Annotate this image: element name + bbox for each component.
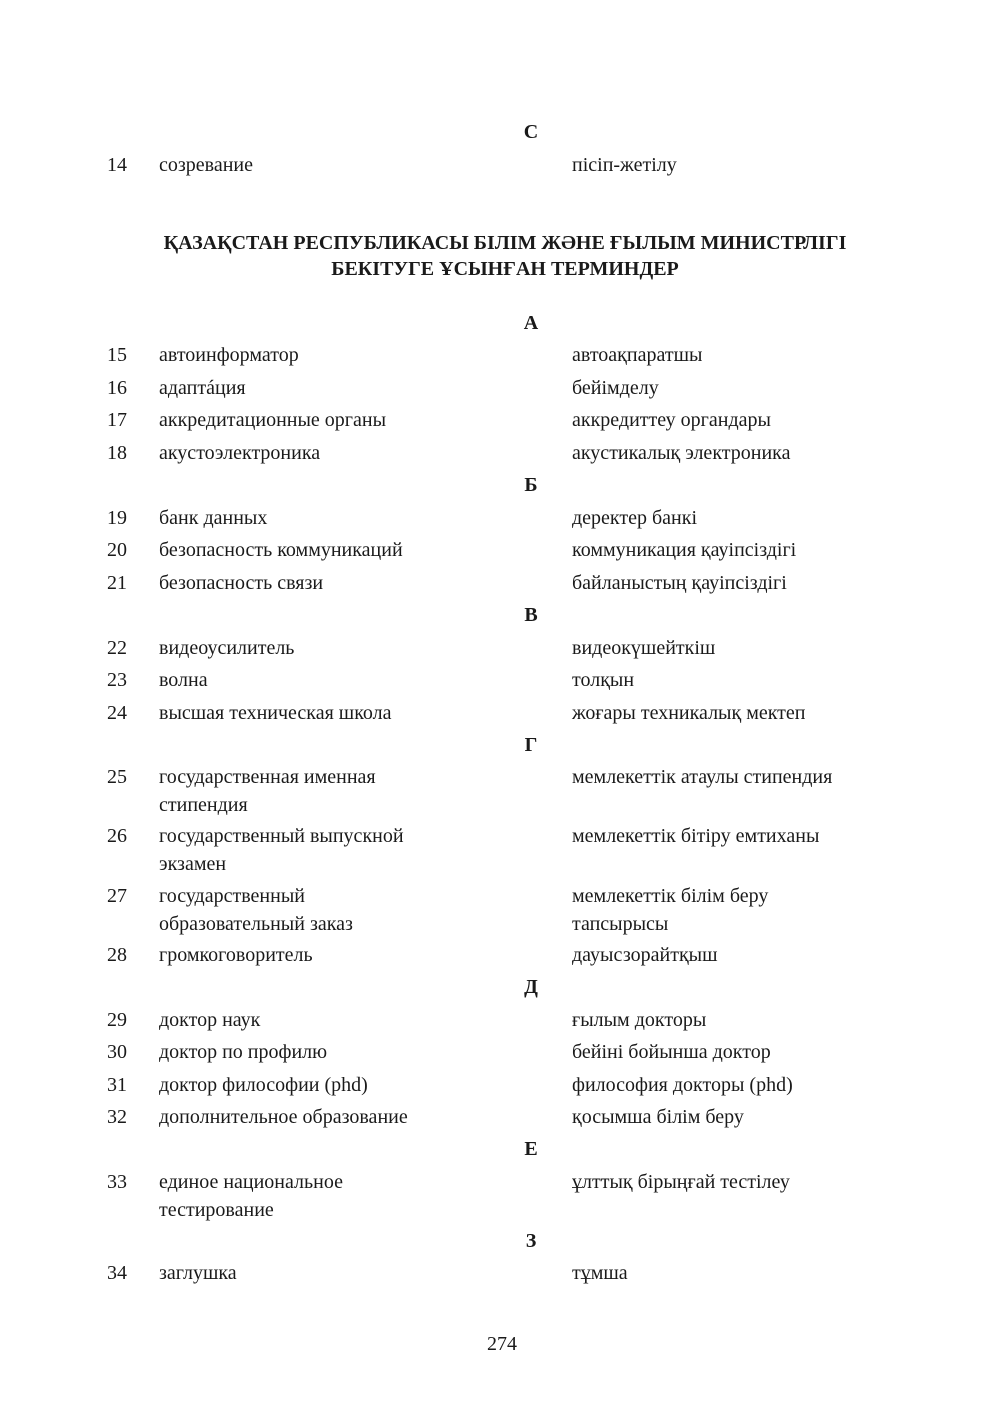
term-russian: видеоусилитель [159, 637, 295, 659]
term-russian: банк данных [159, 507, 268, 529]
term-russian: аккредитационные органы [159, 409, 387, 431]
term-russian: доктор философии (phd) [159, 1074, 368, 1096]
term-kazakh: қосымша білім беру [572, 1106, 744, 1128]
term-russian: дополнительное образование [159, 1106, 408, 1128]
heading-line-2: БЕКІТУГЕ ҰСЫНҒАН ТЕРМИНДЕР [331, 258, 679, 280]
term-russian: созревание [159, 154, 253, 176]
term-number: 28 [107, 944, 127, 966]
term-kazakh: видеокүшейткіш [572, 637, 716, 659]
term-kazakh: акустикалық электроника [572, 442, 791, 464]
term-kazakh: ұлттық бірыңғай тестілеу [572, 1171, 790, 1193]
term-kazakh: мемлекеттік білім беру тапсырысы [572, 885, 769, 935]
term-number: 26 [107, 825, 127, 847]
term-number: 34 [107, 1262, 127, 1284]
term-number: 25 [107, 766, 127, 788]
term-russian: доктор наук [159, 1009, 261, 1031]
term-russian: государственный образовательный заказ [159, 885, 353, 935]
term-kazakh: дауысзорайтқыш [572, 944, 718, 966]
term-kazakh: мемлекеттік бітіру емтиханы [572, 825, 820, 847]
term-kazakh: философия докторы (phd) [572, 1074, 793, 1096]
term-number: 21 [107, 572, 127, 594]
term-kazakh: автоақпаратшы [572, 344, 703, 366]
term-kazakh: пісіп-жетілу [572, 154, 677, 176]
term-russian: громкоговоритель [159, 944, 313, 966]
section-letter-s: С [523, 121, 539, 143]
term-number: 32 [107, 1106, 127, 1128]
term-russian: автоинформатор [159, 344, 299, 366]
term-kazakh: жоғары техникалық мектеп [572, 702, 806, 724]
section-letter-z: З [525, 1230, 537, 1252]
term-number: 24 [107, 702, 127, 724]
term-russian: безопасность коммуникаций [159, 539, 403, 561]
term-russian: государственная именная стипендия [159, 766, 376, 816]
term-russian: заглушка [159, 1262, 237, 1284]
term-kazakh: коммуникация қауіпсіздігі [572, 539, 797, 561]
page-number: 274 [487, 1333, 517, 1355]
section-letter-g: Г [524, 734, 538, 756]
term-kazakh: деректер банкі [572, 507, 698, 529]
term-kazakh: толқын [572, 669, 635, 691]
term-kazakh: байланыстың қауіпсіздігі [572, 572, 787, 594]
term-number: 29 [107, 1009, 127, 1031]
section-heading [60, 230, 950, 282]
term-russian: доктор по профилю [159, 1041, 328, 1063]
term-russian: государственный выпускной экзамен [159, 825, 404, 875]
term-number: 17 [107, 409, 127, 431]
term-russian: волна [159, 669, 208, 691]
term-kazakh: аккредиттеу органдары [572, 409, 771, 431]
term-russian: высшая техническая школа [159, 702, 392, 724]
section-letter-d: Д [524, 976, 538, 998]
term-number: 31 [107, 1074, 127, 1096]
heading-line-1: ҚАЗАҚСТАН РЕСПУБЛИКАСЫ БІЛІМ ЖӘНЕ ҒЫЛЫМ МИНИСТРЛІГІ [163, 232, 847, 254]
section-letter-v: В [524, 604, 538, 626]
term-number: 20 [107, 539, 127, 561]
term-russian: адаптáция [159, 377, 246, 399]
term-number: 22 [107, 637, 127, 659]
section-letter-e: Е [524, 1138, 538, 1160]
term-number: 33 [107, 1171, 127, 1193]
term-number: 30 [107, 1041, 127, 1063]
term-kazakh: бейімделу [572, 377, 659, 399]
term-number: 14 [107, 154, 127, 176]
term-number: 27 [107, 885, 127, 907]
term-russian: акустоэлектроника [159, 442, 321, 464]
term-kazakh: ғылым докторы [572, 1009, 707, 1031]
term-number: 23 [107, 669, 127, 691]
term-number: 15 [107, 344, 127, 366]
term-number: 18 [107, 442, 127, 464]
section-letter-b: Б [524, 474, 538, 496]
term-number: 16 [107, 377, 127, 399]
term-kazakh: мемлекеттік атаулы стипендия [572, 766, 833, 788]
term-kazakh: бейіні бойынша доктор [572, 1041, 771, 1063]
term-kazakh: тұмша [572, 1262, 628, 1284]
term-russian: безопасность связи [159, 572, 324, 594]
section-letter-a: А [523, 312, 539, 334]
term-russian: единое национальное тестирование [159, 1171, 343, 1221]
term-number: 19 [107, 507, 127, 529]
